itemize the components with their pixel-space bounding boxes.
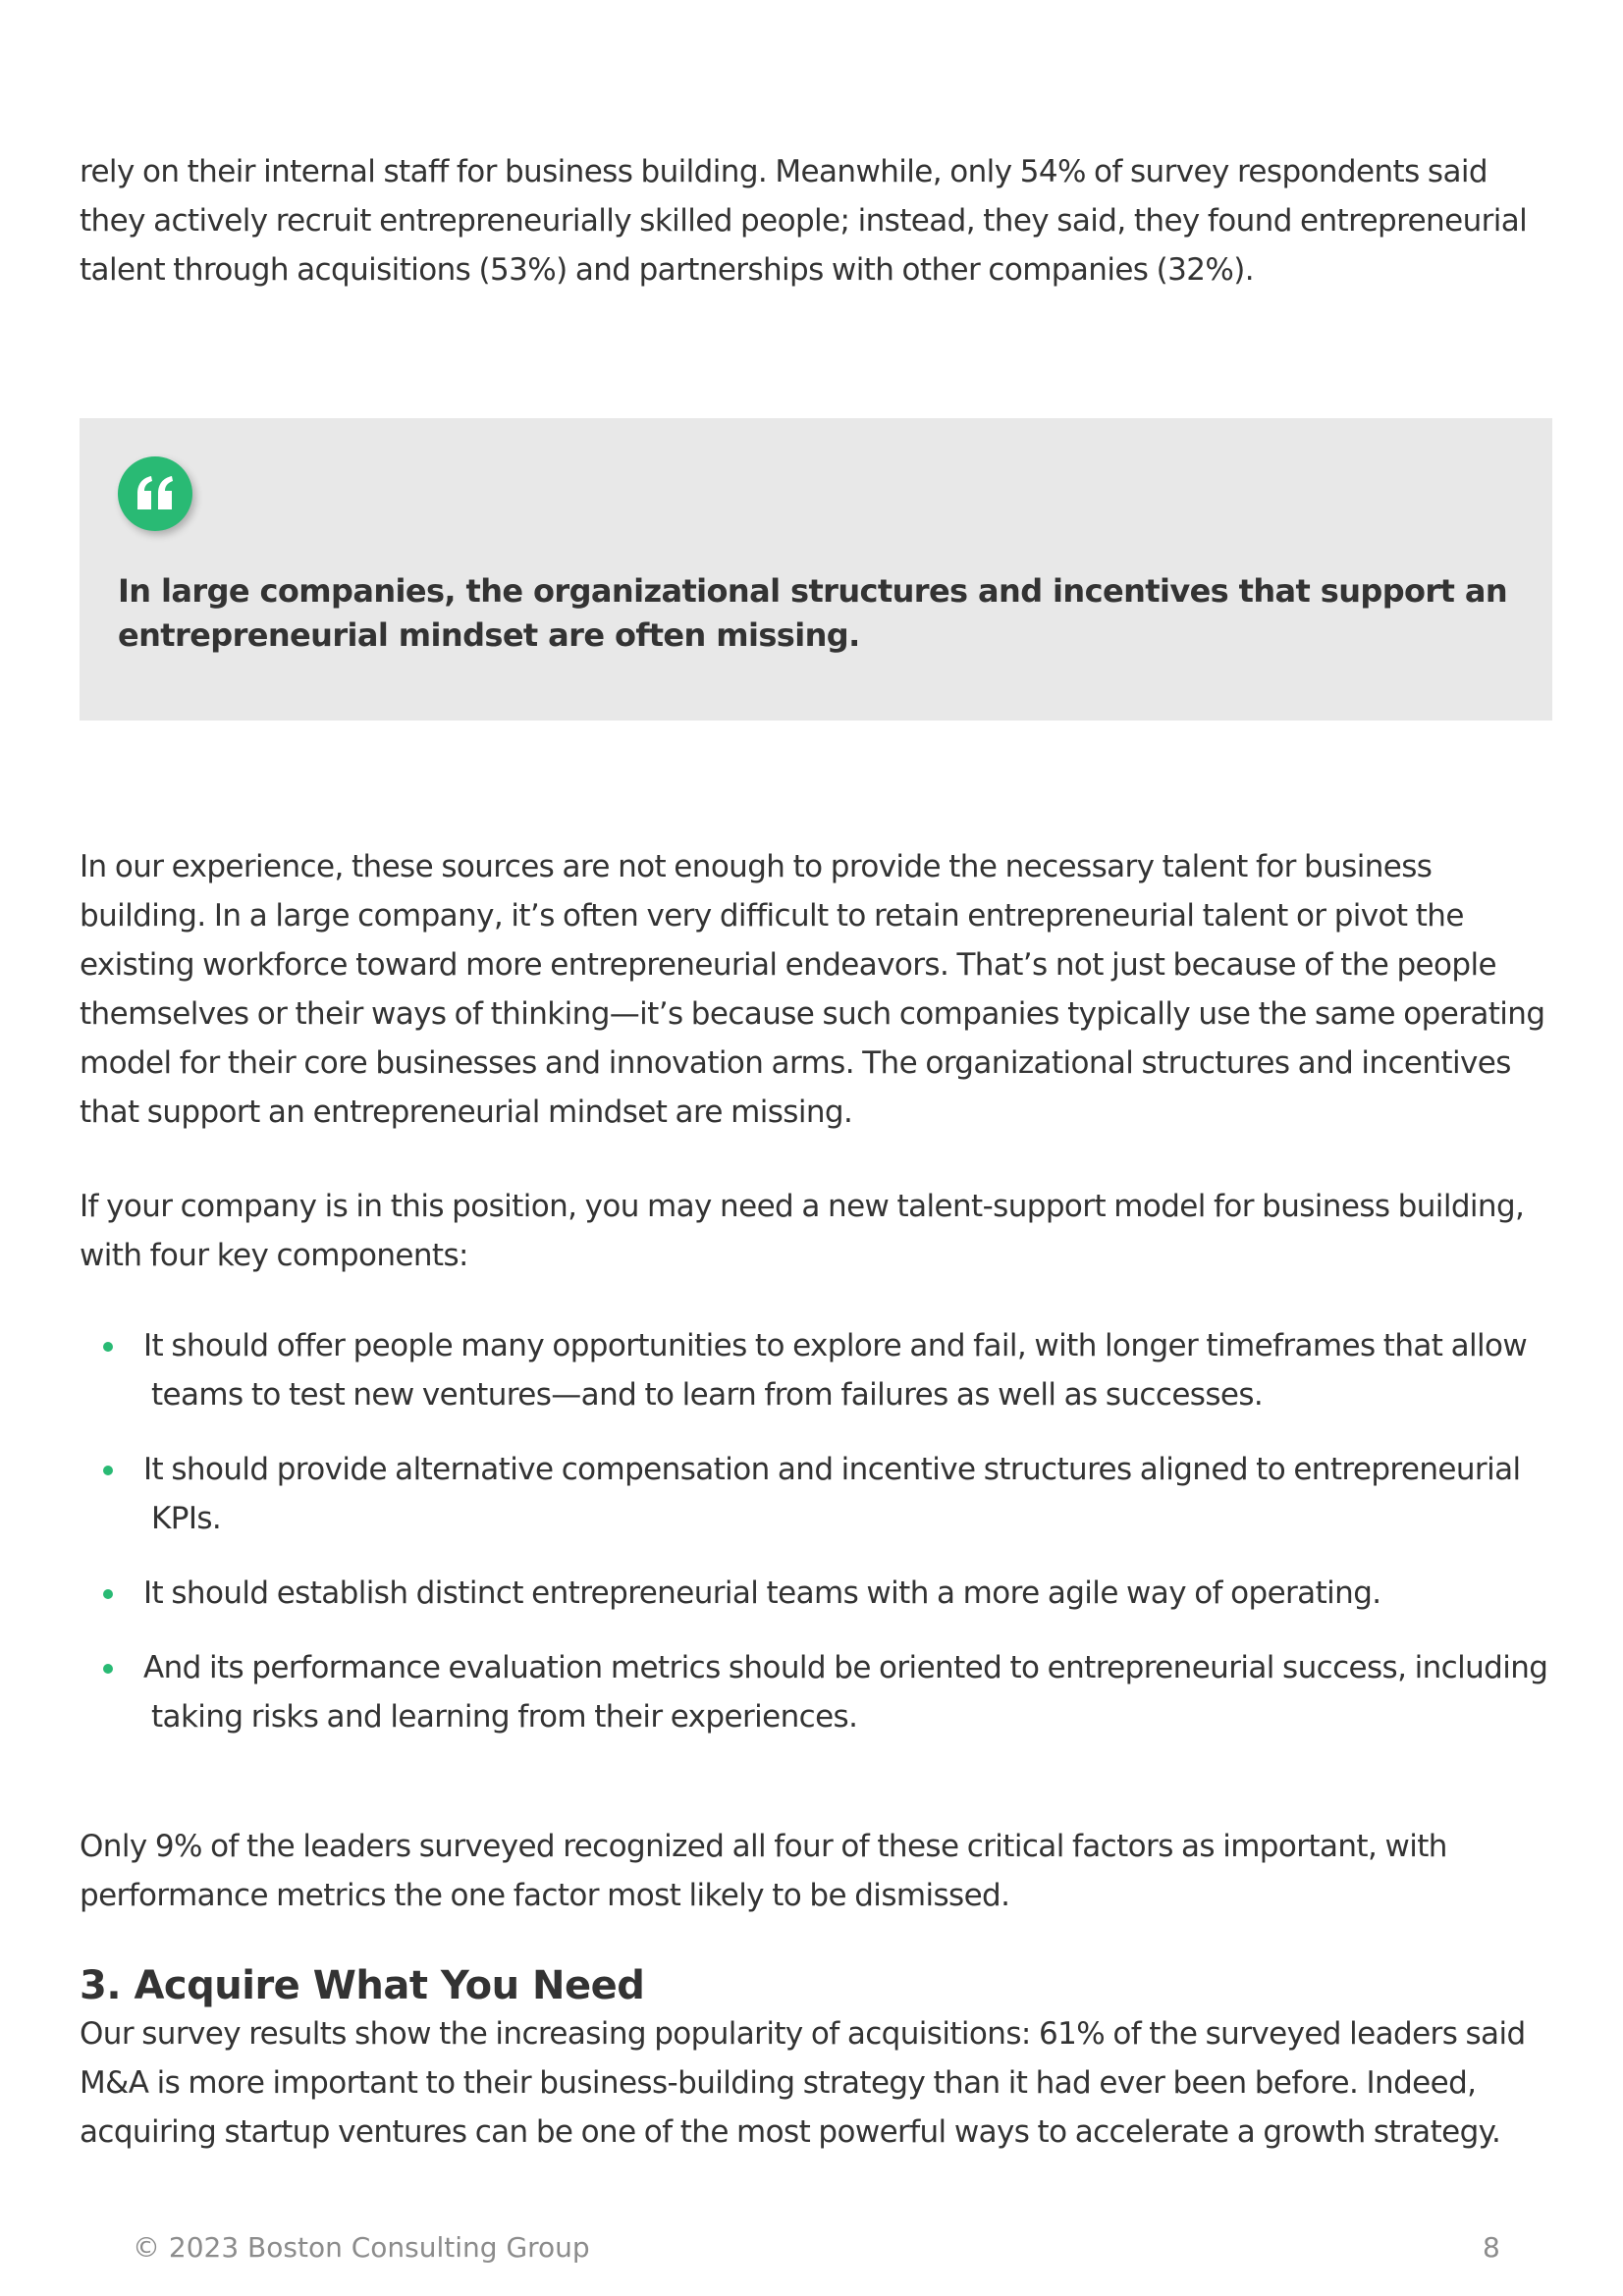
list-item-line: And its performance evaluation metrics should be oriented to entrepreneurial success, including — [143, 1650, 1548, 1685]
list-item-line: teams to test new ventures—and to learn from failures as well as successes. — [151, 1377, 1264, 1413]
list-item-line: It should establish distinct entrepreneurial teams with a more agile way of operating. — [143, 1575, 1381, 1611]
intro-paragraph: rely on their internal staff for business building. Meanwhile, only 54% of survey respondents said they actively recruit entrepreneurially skilled people; instead, they said, they found entrepreneurial talent through acquisitions (53%) and partnerships with other companies (32%). — [80, 154, 1528, 288]
talent-model-paragraph: If your company is in this position, you may need a new talent-support model for business building, with four key components: — [80, 1189, 1525, 1273]
bullet-dot-icon — [103, 1466, 113, 1475]
list-item-line: taking risks and learning from their experiences. — [151, 1699, 858, 1735]
bullet-dot-icon — [103, 1342, 113, 1352]
list-item — [80, 1643, 1552, 1741]
section-heading: 3. Acquire What You Need — [80, 1963, 645, 2008]
list-item — [80, 1321, 1552, 1419]
list-item-line: It should offer people many opportunities to explore and fail, with longer timeframes that allow — [143, 1328, 1528, 1363]
list-item — [80, 1569, 1552, 1618]
page-number: 8 — [1483, 2231, 1500, 2264]
pull-quote-box — [80, 418, 1552, 721]
footer-copyright: © 2023 Boston Consulting Group — [133, 2231, 590, 2264]
pull-quote-text: In large companies, the organizational structures and incentives that support an entrepreneurial mindset are often missing. — [118, 572, 1508, 654]
acquisitions-paragraph: Our survey results show the increasing popularity of acquisitions: 61% of the surveyed leaders said M&A is more important to their business-building strategy than it had ever been before. Indeed, acquiring startup ventures can be one of the most powerful ways to accelerate a growth strategy. — [80, 2016, 1526, 2150]
bullet-dot-icon — [103, 1664, 113, 1674]
survey-factors-paragraph: Only 9% of the leaders surveyed recognized all four of these critical factors as important, with performance metrics the one factor most likely to be dismissed. — [80, 1829, 1447, 1913]
quote-glyph-icon — [135, 476, 175, 509]
key-components-list — [80, 1321, 1552, 1767]
list-item-line: It should provide alternative compensation and incentive structures aligned to entrepreneurial — [143, 1452, 1521, 1487]
list-item-line: KPIs. — [151, 1501, 222, 1536]
bullet-dot-icon — [103, 1589, 113, 1599]
experience-paragraph: In our experience, these sources are not enough to provide the necessary talent for business building. In a large company, it’s often very difficult to retain entrepreneurial talent or pivot the existing workforce toward more entrepreneurial endeavors. That’s not just because of the people themselves or their ways of thinking—it’s because such companies typically use the same operating model for their core businesses and innovation arms. The organizational structures and incentives that support an entrepreneurial mindset are missing. — [80, 849, 1545, 1130]
quote-icon — [118, 456, 192, 531]
list-item — [80, 1445, 1552, 1543]
